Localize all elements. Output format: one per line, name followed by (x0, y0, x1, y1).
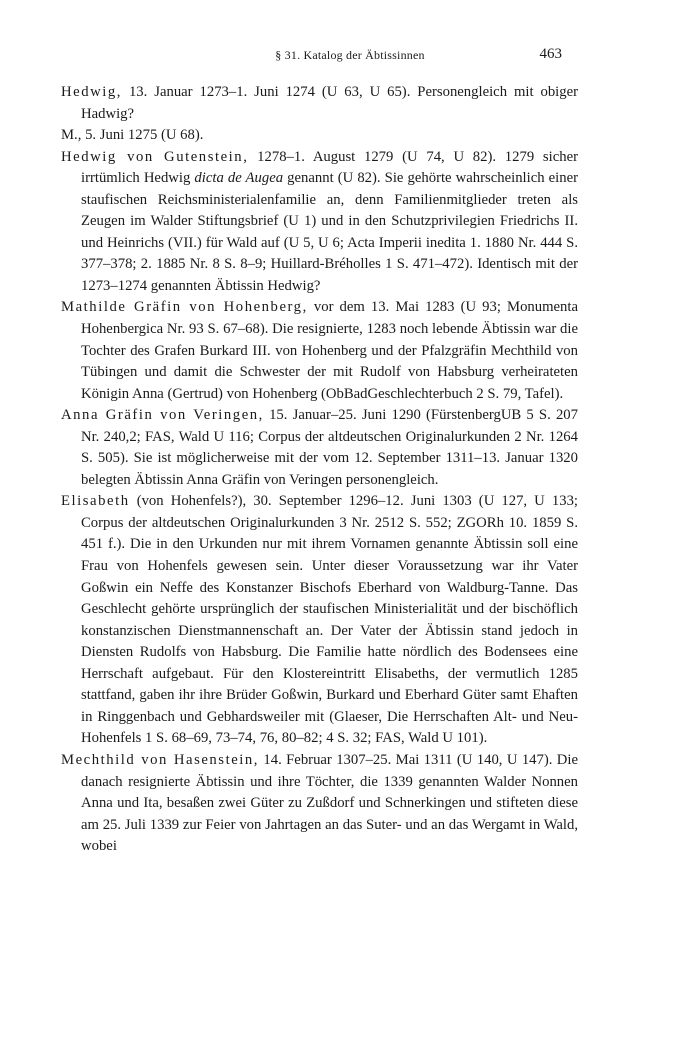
entry-name: Mechthild von Hasenstein, (61, 751, 260, 768)
header-title: § 31. Katalog der Äbtissinnen (275, 48, 425, 62)
entry-text: 14. Februar 1307–25. Mai 1311 (U 140, U 147). Die danach resignierte Äbtissin und ihre Töchter, die 1339 genannten Walder Nonnen Anna und Ita, besaßen zwei Güter zu Zußdorf und Schnerkingen und stifteten diese am 25. Juli 1339 zur Feier von Jahrtagen an das Suter- und an das Wergamt in Wald, wobei (81, 751, 578, 855)
entry-name: Anna Gräfin von Veringen, (61, 407, 264, 424)
entry-name: Mathilde Gräfin von Hohenberg, (61, 299, 308, 316)
entry-text: 15. Januar–25. Juni 1290 (FürstenbergUB 5 S. 207 Nr. 240,2; FAS, Wald U 116; Corpus der altdeutschen Originalurkunden 2 Nr. 1264 S. 505). Sie ist möglicherweise mit der vom 12. September 1311–13. Januar 1320 belegten Äbtissin Anna Gräfin von Veringen personengleich. (81, 407, 578, 488)
catalog-entry-anna-von-veringen (61, 405, 578, 491)
catalog-entries (61, 82, 578, 858)
entry-text: 13. Januar 1273–1. Juni 1274 (U 63, U 65). Personengleich mit obiger Hadwig? (81, 84, 578, 122)
running-header (0, 46, 700, 66)
entry-text: vor dem 13. Mai 1283 (U 93; Monumenta Hohenbergica Nr. 93 S. 67–68). Die resignierte, 1283 noch lebende Äbtissin war die Tochter des Grafen Burkard III. von Hohenberg und der Pfalzgräfin Mechthild von Tübingen und damit die Schwester der mit Rudolf von Habsburg verheirateten Königin Anna (Gertrud) von Hohenberg (ObBadGeschlechterbuch 2 S. 79, Tafel). (81, 299, 578, 402)
entry-text: 1278–1. August 1279 (U 74, U 82). 1279 sicher irrtümlich Hedwig (81, 148, 578, 187)
entry-text: (von Hohenfels?), 30. September 1296–12. Juni 1303 (U 127, U 133; Corpus der altdeutschen Originalurkunden 3 Nr. 2512 S. 552; ZGORh 10. 1859 S. 451 f.). Die in den Urkunden nur mit ihrem Vornamen genannte Äbtissin soll eine Frau von Hohenfels gewesen sein. Unter dieser Voraussetzung war ihr Vater Goßwin ein Neffe des Konstanzer Bischofs Eberhard von Waldburg-Tanne. Das Geschlecht gehörte ursprünglich der staufischen Ministerialität und der bischöflich konstanzischen Dienstmannenschaft an. Der Vater der Äbtissin stand jedoch in Diensten Rudolfs von Habsburg. Die Familie hatte nördlich des Bodensees eine Herrschaft aufgebaut. Für den Klostereintritt Elisabeths, der vermutlich 1285 stattfand, gaben ihr ihre Brüder Goßwin, Burkard und Eberhard Güter samt Ehaften in Ringgenbach und Gebhardsweiler mit (Glaeser, Die Herrschaften Alt- und Neu-Hohenfels 1 S. 68–69, 73–74, 76, 80–82; 4 S. 32; FAS, Wald U 101). (81, 493, 578, 747)
entry-name: Hedwig, (61, 84, 123, 100)
catalog-entry-m (61, 125, 578, 147)
catalog-entry-mechthild-von-hasenstein (61, 750, 578, 858)
entry-italic-text: dicta de Augea (194, 170, 284, 187)
catalog-entry-hedwig (61, 82, 578, 125)
entry-text: 5. Juni 1275 (U 68). (81, 127, 204, 144)
catalog-entry-elisabeth (61, 491, 578, 750)
catalog-entry-mathilde-von-hohenberg (61, 297, 578, 405)
entry-text-continued: genannt (U 82). Sie gehörte wahrscheinlich einer staufischen Reichsministerialenfamilie an, denn Familienmitglieder treten als Zeugen im Walder Stiftungsbrief (U 1) und in den Schutzprivilegien Friedrichs II. und Heinrichs (VII.) für Wald auf (U 5, U 6; Acta Imperii inedita 1. 1880 Nr. 444 S. 377–378; 2. 1885 Nr. 8 S. 8–9; Huillard-Bréholles 1 S. 471–472). Identisch mit der 1273–1274 genannten Äbtissin Hedwig? (81, 170, 579, 294)
entry-name: Hedwig von Gutenstein, (61, 148, 249, 165)
catalog-entry-hedwig-von-gutenstein (61, 147, 578, 298)
entry-name: Elisabeth (61, 493, 130, 510)
page-number: 463 (539, 46, 562, 62)
entry-name: M., (61, 127, 82, 144)
